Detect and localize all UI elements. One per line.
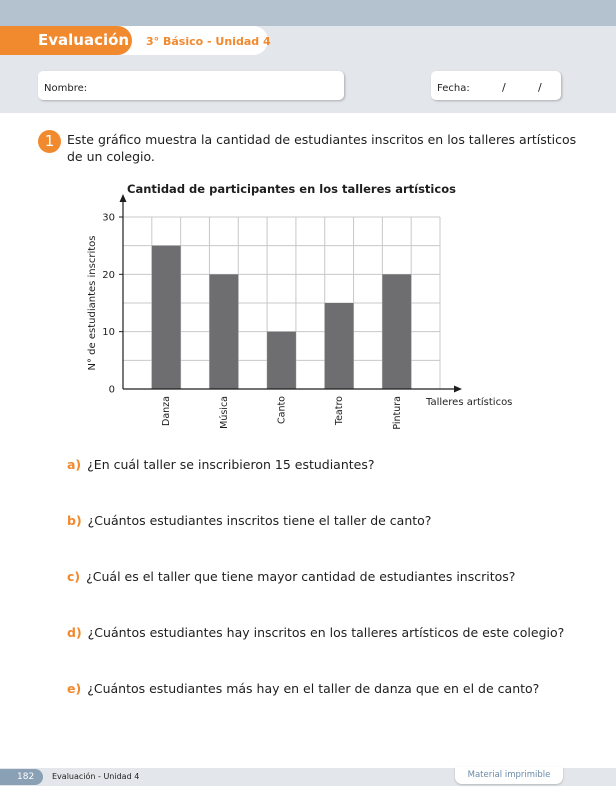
bar-pintura [382,274,411,389]
subquestion-e [67,681,539,696]
subquestion-text: ¿Cuántos estudiantes más hay en el taller de danza que en el de canto? [87,681,540,696]
date-field[interactable] [431,71,561,100]
bar-teatro [325,303,354,389]
x-tick-label: Música [218,396,230,429]
section-title: Evaluación [38,31,130,49]
name-field[interactable] [38,71,344,100]
x-tick-label: Teatro [334,396,346,426]
unit-subtitle: 3° Básico - Unidad 4 [146,35,271,48]
bar-música [209,274,238,389]
x-axis-label: Talleres artísticos [426,397,513,408]
subquestion-letter: c) [67,569,81,584]
subquestion-letter: d) [67,625,82,640]
subquestion-letter: b) [67,513,82,528]
x-tick-label: Canto [276,396,288,425]
x-axis-arrow-icon [454,386,462,393]
bar-canto [267,332,296,389]
subquestion-text: ¿En cuál taller se inscribieron 15 estudiantes? [87,457,375,472]
y-axis-arrow-icon [120,194,127,202]
bar-chart [80,178,520,433]
subquestion-letter: e) [67,681,82,696]
page-number: 182 [0,769,43,785]
question-number: 1 [38,130,61,153]
subquestion-b [67,513,431,528]
subquestion-text: ¿Cuántos estudiantes hay inscritos en los talleres artísticos de este colegio? [87,625,565,640]
subquestion-letter: a) [67,457,82,472]
subquestion-d [67,625,564,640]
name-label: Nombre: [44,83,88,94]
y-axis-label: N° de estudiantes inscritos [87,235,98,371]
subquestion-a [67,457,375,472]
top-strip [0,0,616,26]
chart-title: Cantidad de participantes en los talleres artísticos [127,182,456,196]
y-tick-label: 20 [102,269,115,281]
date-label: Fecha: [437,83,470,94]
y-tick-label: 0 [108,384,115,396]
y-tick-label: 30 [102,212,115,224]
footer-section: Evaluación - Unidad 4 [52,772,140,781]
x-tick-label: Pintura [391,396,403,430]
subquestion-text: ¿Cuál es el taller que tiene mayor cantidad de estudiantes inscritos? [86,569,516,584]
question-text: Este gráfico muestra la cantidad de estudiantes inscritos en los talleres artísticos de un colegio. [67,132,577,164]
bar-danza [152,246,181,389]
subquestion-text: ¿Cuántos estudiantes inscritos tiene el taller de canto? [87,513,432,528]
y-tick-label: 10 [102,327,115,339]
printable-material-label: Material imprimible [455,767,563,784]
date-separator: / [502,81,506,94]
date-separator: / [538,81,542,94]
subquestion-c [67,569,515,584]
x-tick-label: Danza [161,396,173,426]
